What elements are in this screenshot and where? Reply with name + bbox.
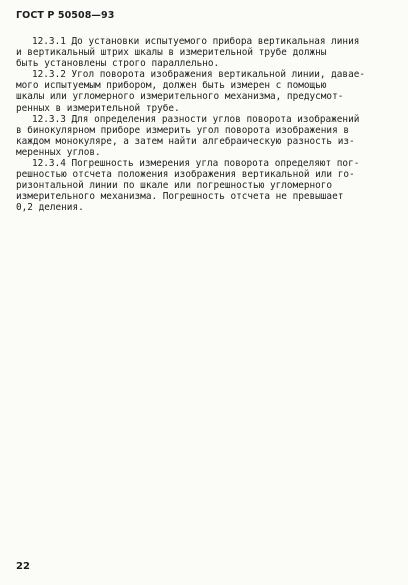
text-line: каждом монокуляре, а затем найти алгебраическую разность из- xyxy=(16,135,355,147)
paragraph-12-3-3 xyxy=(16,114,390,158)
text-line: 12.3.3 Для определения разности углов поворота изображений xyxy=(32,113,360,125)
text-line: и вертикальный штрих шкалы в измерительной трубе должны xyxy=(16,47,327,59)
text-line: ренных в измерительной трубе. xyxy=(16,102,180,114)
text-line: в бинокулярном приборе измерить угол поворота изображения в xyxy=(16,124,350,136)
paragraph-12-3-2 xyxy=(16,69,390,113)
text-line: меренных углов. xyxy=(16,146,101,158)
paragraph-12-3-4 xyxy=(16,158,390,213)
document-body xyxy=(16,36,390,214)
text-line: 0,2 деления. xyxy=(16,202,84,214)
page-number: 22 xyxy=(16,561,30,572)
text-line: решностью отсчета положения изображения вертикальной или го- xyxy=(16,169,355,181)
text-line: ризонтальной линии по шкале или погрешностью угломерного xyxy=(16,180,333,192)
text-line: мого испытуемым прибором, должен быть измерен с помощью xyxy=(16,80,327,92)
standard-header: ГОСТ Р 50508—93 xyxy=(16,10,115,21)
paragraph-12-3-1 xyxy=(16,36,390,69)
text-line: измерительного механизма. Погрешность отсчета не превышает xyxy=(16,191,344,203)
text-line: 12.3.1 До установки испытуемого прибора вертикальная линия xyxy=(32,36,360,47)
text-line: шкалы или угломерного измерительного механизма, предусмот- xyxy=(16,91,344,103)
text-line: 12.3.4 Погрешность измерения угла поворота определяют пог- xyxy=(32,158,360,170)
text-line: 12.3.2 Угол поворота изображения вертикальной линии, давае- xyxy=(32,69,366,81)
text-line: быть установлены строго параллельно. xyxy=(16,58,220,70)
